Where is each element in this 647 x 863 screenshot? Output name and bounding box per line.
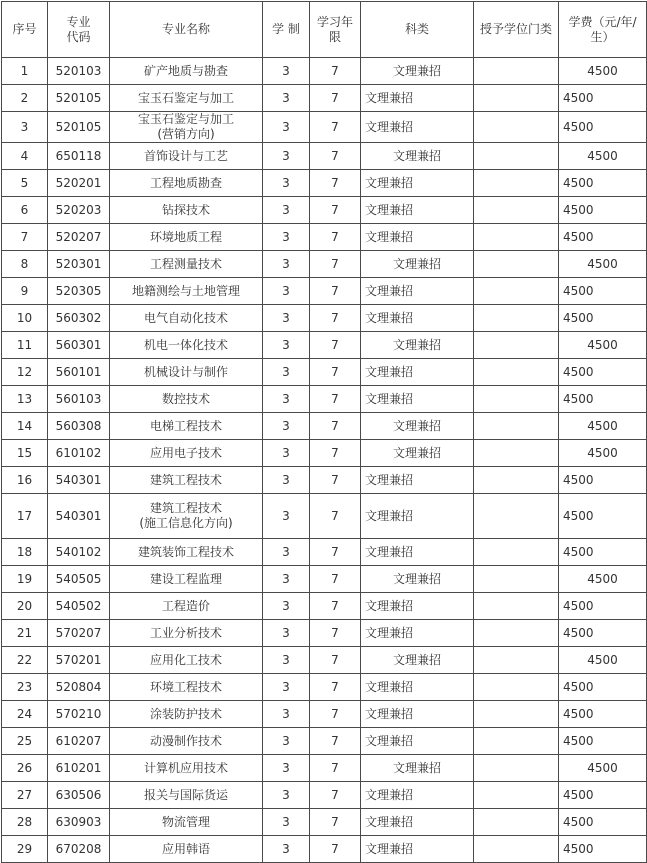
cell-degree bbox=[474, 278, 559, 305]
cell-years: 7 bbox=[310, 566, 361, 593]
cell-category: 文理兼招 bbox=[361, 755, 474, 782]
cell-years: 7 bbox=[310, 755, 361, 782]
cell-category: 文理兼招 bbox=[361, 728, 474, 755]
cell-code: 540301 bbox=[48, 467, 110, 494]
cell-name: 数控技术 bbox=[110, 386, 263, 413]
cell-code: 520201 bbox=[48, 170, 110, 197]
table-row bbox=[2, 809, 647, 836]
cell-years: 7 bbox=[310, 809, 361, 836]
cell-fee: 4500 bbox=[559, 728, 647, 755]
header-seq: 序号 bbox=[2, 2, 48, 58]
cell-name: 报关与国际货运 bbox=[110, 782, 263, 809]
table-row bbox=[2, 494, 647, 539]
cell-code: 540505 bbox=[48, 566, 110, 593]
header-name: 专业名称 bbox=[110, 2, 263, 58]
cell-degree bbox=[474, 143, 559, 170]
cell-seq: 10 bbox=[2, 305, 48, 332]
cell-degree bbox=[474, 809, 559, 836]
cell-category: 文理兼招 bbox=[361, 359, 474, 386]
cell-system: 3 bbox=[263, 539, 310, 566]
cell-fee: 4500 bbox=[559, 143, 647, 170]
cell-name: 物流管理 bbox=[110, 809, 263, 836]
cell-system: 3 bbox=[263, 170, 310, 197]
cell-degree bbox=[474, 251, 559, 278]
cell-years: 7 bbox=[310, 701, 361, 728]
cell-seq: 12 bbox=[2, 359, 48, 386]
cell-seq: 28 bbox=[2, 809, 48, 836]
cell-degree bbox=[474, 440, 559, 467]
cell-code: 650118 bbox=[48, 143, 110, 170]
cell-code: 540301 bbox=[48, 494, 110, 539]
cell-system: 3 bbox=[263, 701, 310, 728]
cell-fee: 4500 bbox=[559, 755, 647, 782]
cell-system: 3 bbox=[263, 332, 310, 359]
cell-years: 7 bbox=[310, 467, 361, 494]
cell-category: 文理兼招 bbox=[361, 170, 474, 197]
cell-code: 520103 bbox=[48, 58, 110, 85]
cell-category: 文理兼招 bbox=[361, 701, 474, 728]
cell-name: 建筑装饰工程技术 bbox=[110, 539, 263, 566]
cell-degree bbox=[474, 782, 559, 809]
cell-years: 7 bbox=[310, 85, 361, 112]
cell-system: 3 bbox=[263, 755, 310, 782]
cell-degree bbox=[474, 467, 559, 494]
cell-code: 520804 bbox=[48, 674, 110, 701]
cell-seq: 9 bbox=[2, 278, 48, 305]
table-row bbox=[2, 836, 647, 863]
cell-category: 文理兼招 bbox=[361, 494, 474, 539]
table-row bbox=[2, 85, 647, 112]
cell-name: 应用化工技术 bbox=[110, 647, 263, 674]
cell-system: 3 bbox=[263, 112, 310, 143]
cell-seq: 15 bbox=[2, 440, 48, 467]
cell-degree bbox=[474, 539, 559, 566]
cell-code: 560302 bbox=[48, 305, 110, 332]
cell-years: 7 bbox=[310, 112, 361, 143]
cell-code: 520105 bbox=[48, 112, 110, 143]
cell-fee: 4500 bbox=[559, 170, 647, 197]
cell-name: 动漫制作技术 bbox=[110, 728, 263, 755]
cell-fee: 4500 bbox=[559, 58, 647, 85]
cell-seq: 21 bbox=[2, 620, 48, 647]
table-row bbox=[2, 413, 647, 440]
cell-category: 文理兼招 bbox=[361, 782, 474, 809]
cell-fee: 4500 bbox=[559, 85, 647, 112]
cell-years: 7 bbox=[310, 332, 361, 359]
cell-degree bbox=[474, 386, 559, 413]
cell-degree bbox=[474, 836, 559, 863]
cell-category: 文理兼招 bbox=[361, 647, 474, 674]
cell-years: 7 bbox=[310, 494, 361, 539]
cell-fee: 4500 bbox=[559, 539, 647, 566]
cell-code: 610207 bbox=[48, 728, 110, 755]
table-row bbox=[2, 701, 647, 728]
header-degree: 授予学位门类 bbox=[474, 2, 559, 58]
major-tuition-table bbox=[1, 1, 647, 863]
cell-name: 环境地质工程 bbox=[110, 224, 263, 251]
cell-degree bbox=[474, 620, 559, 647]
cell-system: 3 bbox=[263, 58, 310, 85]
cell-name: 建筑工程技术 (施工信息化方向) bbox=[110, 494, 263, 539]
table-row bbox=[2, 386, 647, 413]
cell-seq: 17 bbox=[2, 494, 48, 539]
cell-system: 3 bbox=[263, 593, 310, 620]
cell-years: 7 bbox=[310, 58, 361, 85]
cell-seq: 14 bbox=[2, 413, 48, 440]
cell-code: 570210 bbox=[48, 701, 110, 728]
table-row bbox=[2, 755, 647, 782]
cell-years: 7 bbox=[310, 224, 361, 251]
table-row bbox=[2, 58, 647, 85]
cell-category: 文理兼招 bbox=[361, 440, 474, 467]
cell-years: 7 bbox=[310, 359, 361, 386]
cell-seq: 26 bbox=[2, 755, 48, 782]
cell-name: 计算机应用技术 bbox=[110, 755, 263, 782]
table-row bbox=[2, 647, 647, 674]
cell-name: 应用电子技术 bbox=[110, 440, 263, 467]
cell-code: 630506 bbox=[48, 782, 110, 809]
cell-category: 文理兼招 bbox=[361, 85, 474, 112]
cell-fee: 4500 bbox=[559, 112, 647, 143]
cell-years: 7 bbox=[310, 539, 361, 566]
table-row bbox=[2, 539, 647, 566]
cell-name: 机电一体化技术 bbox=[110, 332, 263, 359]
cell-years: 7 bbox=[310, 170, 361, 197]
cell-fee: 4500 bbox=[559, 278, 647, 305]
cell-system: 3 bbox=[263, 224, 310, 251]
cell-code: 520207 bbox=[48, 224, 110, 251]
cell-seq: 23 bbox=[2, 674, 48, 701]
cell-category: 文理兼招 bbox=[361, 58, 474, 85]
table-row bbox=[2, 170, 647, 197]
cell-fee: 4500 bbox=[559, 386, 647, 413]
cell-degree bbox=[474, 332, 559, 359]
cell-seq: 22 bbox=[2, 647, 48, 674]
cell-system: 3 bbox=[263, 467, 310, 494]
cell-years: 7 bbox=[310, 413, 361, 440]
cell-fee: 4500 bbox=[559, 305, 647, 332]
cell-degree bbox=[474, 674, 559, 701]
cell-seq: 29 bbox=[2, 836, 48, 863]
cell-years: 7 bbox=[310, 143, 361, 170]
table-row bbox=[2, 197, 647, 224]
cell-system: 3 bbox=[263, 278, 310, 305]
cell-seq: 24 bbox=[2, 701, 48, 728]
cell-system: 3 bbox=[263, 674, 310, 701]
table-row bbox=[2, 224, 647, 251]
cell-years: 7 bbox=[310, 278, 361, 305]
table-row bbox=[2, 620, 647, 647]
table-row bbox=[2, 782, 647, 809]
cell-category: 文理兼招 bbox=[361, 566, 474, 593]
cell-seq: 1 bbox=[2, 58, 48, 85]
cell-name: 首饰设计与工艺 bbox=[110, 143, 263, 170]
cell-name: 矿产地质与勘查 bbox=[110, 58, 263, 85]
cell-degree bbox=[474, 224, 559, 251]
cell-seq: 19 bbox=[2, 566, 48, 593]
cell-category: 文理兼招 bbox=[361, 251, 474, 278]
cell-fee: 4500 bbox=[559, 701, 647, 728]
cell-degree bbox=[474, 647, 559, 674]
cell-seq: 5 bbox=[2, 170, 48, 197]
cell-category: 文理兼招 bbox=[361, 593, 474, 620]
cell-category: 文理兼招 bbox=[361, 413, 474, 440]
cell-degree bbox=[474, 701, 559, 728]
cell-fee: 4500 bbox=[559, 620, 647, 647]
cell-category: 文理兼招 bbox=[361, 332, 474, 359]
cell-years: 7 bbox=[310, 836, 361, 863]
cell-name: 地籍测绘与土地管理 bbox=[110, 278, 263, 305]
cell-category: 文理兼招 bbox=[361, 809, 474, 836]
cell-system: 3 bbox=[263, 809, 310, 836]
cell-code: 520203 bbox=[48, 197, 110, 224]
cell-fee: 4500 bbox=[559, 593, 647, 620]
cell-category: 文理兼招 bbox=[361, 386, 474, 413]
cell-code: 520301 bbox=[48, 251, 110, 278]
cell-years: 7 bbox=[310, 197, 361, 224]
cell-seq: 18 bbox=[2, 539, 48, 566]
cell-fee: 4500 bbox=[559, 197, 647, 224]
cell-code: 570207 bbox=[48, 620, 110, 647]
cell-seq: 25 bbox=[2, 728, 48, 755]
table-row bbox=[2, 440, 647, 467]
cell-category: 文理兼招 bbox=[361, 539, 474, 566]
cell-degree bbox=[474, 85, 559, 112]
cell-code: 670208 bbox=[48, 836, 110, 863]
cell-seq: 4 bbox=[2, 143, 48, 170]
cell-code: 520305 bbox=[48, 278, 110, 305]
cell-system: 3 bbox=[263, 85, 310, 112]
cell-seq: 2 bbox=[2, 85, 48, 112]
cell-category: 文理兼招 bbox=[361, 112, 474, 143]
cell-name: 宝玉石鉴定与加工 (营销方向) bbox=[110, 112, 263, 143]
cell-code: 610201 bbox=[48, 755, 110, 782]
cell-degree bbox=[474, 494, 559, 539]
cell-degree bbox=[474, 593, 559, 620]
cell-category: 文理兼招 bbox=[361, 674, 474, 701]
cell-system: 3 bbox=[263, 251, 310, 278]
cell-code: 560101 bbox=[48, 359, 110, 386]
cell-system: 3 bbox=[263, 728, 310, 755]
cell-name: 工业分析技术 bbox=[110, 620, 263, 647]
cell-category: 文理兼招 bbox=[361, 305, 474, 332]
cell-years: 7 bbox=[310, 251, 361, 278]
cell-degree bbox=[474, 566, 559, 593]
cell-name: 建设工程监理 bbox=[110, 566, 263, 593]
cell-degree bbox=[474, 755, 559, 782]
cell-name: 机械设计与制作 bbox=[110, 359, 263, 386]
table-row bbox=[2, 728, 647, 755]
header-fee: 学费（元/年/ 生） bbox=[559, 2, 647, 58]
cell-system: 3 bbox=[263, 413, 310, 440]
cell-system: 3 bbox=[263, 836, 310, 863]
cell-seq: 13 bbox=[2, 386, 48, 413]
cell-name: 电气自动化技术 bbox=[110, 305, 263, 332]
table-header-row bbox=[2, 2, 647, 58]
cell-system: 3 bbox=[263, 359, 310, 386]
table-row bbox=[2, 305, 647, 332]
cell-seq: 27 bbox=[2, 782, 48, 809]
cell-category: 文理兼招 bbox=[361, 620, 474, 647]
cell-name: 环境工程技术 bbox=[110, 674, 263, 701]
table-row bbox=[2, 112, 647, 143]
cell-years: 7 bbox=[310, 620, 361, 647]
cell-name: 工程地质勘查 bbox=[110, 170, 263, 197]
cell-system: 3 bbox=[263, 620, 310, 647]
table-row bbox=[2, 593, 647, 620]
cell-fee: 4500 bbox=[559, 359, 647, 386]
header-category: 科类 bbox=[361, 2, 474, 58]
cell-fee: 4500 bbox=[559, 647, 647, 674]
cell-degree bbox=[474, 197, 559, 224]
table-row bbox=[2, 278, 647, 305]
cell-fee: 4500 bbox=[559, 413, 647, 440]
cell-degree bbox=[474, 112, 559, 143]
cell-fee: 4500 bbox=[559, 251, 647, 278]
cell-code: 570201 bbox=[48, 647, 110, 674]
cell-seq: 6 bbox=[2, 197, 48, 224]
cell-code: 610102 bbox=[48, 440, 110, 467]
cell-category: 文理兼招 bbox=[361, 224, 474, 251]
cell-fee: 4500 bbox=[559, 494, 647, 539]
cell-name: 涂装防护技术 bbox=[110, 701, 263, 728]
cell-code: 560308 bbox=[48, 413, 110, 440]
cell-system: 3 bbox=[263, 386, 310, 413]
cell-name: 电梯工程技术 bbox=[110, 413, 263, 440]
cell-fee: 4500 bbox=[559, 782, 647, 809]
table-row bbox=[2, 467, 647, 494]
cell-seq: 7 bbox=[2, 224, 48, 251]
cell-years: 7 bbox=[310, 593, 361, 620]
cell-system: 3 bbox=[263, 143, 310, 170]
cell-name: 应用韩语 bbox=[110, 836, 263, 863]
cell-name: 建筑工程技术 bbox=[110, 467, 263, 494]
cell-seq: 3 bbox=[2, 112, 48, 143]
cell-fee: 4500 bbox=[559, 566, 647, 593]
table-row bbox=[2, 566, 647, 593]
cell-seq: 20 bbox=[2, 593, 48, 620]
cell-code: 520105 bbox=[48, 85, 110, 112]
cell-name: 工程造价 bbox=[110, 593, 263, 620]
cell-category: 文理兼招 bbox=[361, 197, 474, 224]
cell-degree bbox=[474, 728, 559, 755]
header-code: 专业 代码 bbox=[48, 2, 110, 58]
table-row bbox=[2, 359, 647, 386]
cell-system: 3 bbox=[263, 494, 310, 539]
cell-system: 3 bbox=[263, 782, 310, 809]
cell-category: 文理兼招 bbox=[361, 836, 474, 863]
header-years: 学习年 限 bbox=[310, 2, 361, 58]
cell-code: 540102 bbox=[48, 539, 110, 566]
cell-fee: 4500 bbox=[559, 674, 647, 701]
cell-system: 3 bbox=[263, 647, 310, 674]
cell-system: 3 bbox=[263, 305, 310, 332]
cell-degree bbox=[474, 58, 559, 85]
cell-degree bbox=[474, 305, 559, 332]
cell-code: 630903 bbox=[48, 809, 110, 836]
cell-years: 7 bbox=[310, 674, 361, 701]
cell-years: 7 bbox=[310, 782, 361, 809]
cell-name: 工程测量技术 bbox=[110, 251, 263, 278]
cell-system: 3 bbox=[263, 566, 310, 593]
table-row bbox=[2, 674, 647, 701]
cell-system: 3 bbox=[263, 440, 310, 467]
cell-fee: 4500 bbox=[559, 467, 647, 494]
cell-code: 560301 bbox=[48, 332, 110, 359]
cell-fee: 4500 bbox=[559, 440, 647, 467]
cell-category: 文理兼招 bbox=[361, 467, 474, 494]
cell-fee: 4500 bbox=[559, 836, 647, 863]
cell-years: 7 bbox=[310, 647, 361, 674]
cell-fee: 4500 bbox=[559, 332, 647, 359]
cell-seq: 8 bbox=[2, 251, 48, 278]
cell-years: 7 bbox=[310, 305, 361, 332]
cell-seq: 11 bbox=[2, 332, 48, 359]
cell-fee: 4500 bbox=[559, 224, 647, 251]
cell-degree bbox=[474, 413, 559, 440]
cell-name: 宝玉石鉴定与加工 bbox=[110, 85, 263, 112]
cell-category: 文理兼招 bbox=[361, 143, 474, 170]
cell-degree bbox=[474, 170, 559, 197]
table-row bbox=[2, 251, 647, 278]
cell-name: 钻探技术 bbox=[110, 197, 263, 224]
table-row bbox=[2, 332, 647, 359]
cell-fee: 4500 bbox=[559, 809, 647, 836]
cell-category: 文理兼招 bbox=[361, 278, 474, 305]
cell-years: 7 bbox=[310, 440, 361, 467]
cell-system: 3 bbox=[263, 197, 310, 224]
cell-code: 560103 bbox=[48, 386, 110, 413]
header-system: 学 制 bbox=[263, 2, 310, 58]
table-row bbox=[2, 143, 647, 170]
cell-degree bbox=[474, 359, 559, 386]
cell-code: 540502 bbox=[48, 593, 110, 620]
cell-seq: 16 bbox=[2, 467, 48, 494]
cell-years: 7 bbox=[310, 386, 361, 413]
cell-years: 7 bbox=[310, 728, 361, 755]
